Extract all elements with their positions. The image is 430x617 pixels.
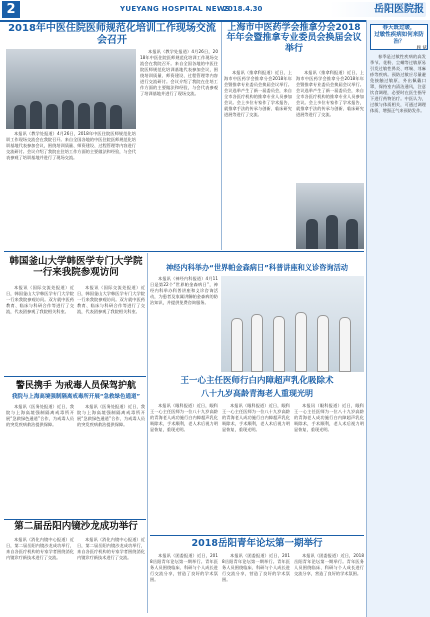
- headline-a6: 警民携手 为戒毒人员保驾护航: [15, 381, 137, 391]
- photo-a4: [221, 276, 364, 372]
- section-divider: [4, 376, 146, 377]
- column-divider: [147, 253, 148, 613]
- body-a7-col2: 本报讯（消化内镜中心报道）近日，第二届岳阳内镜沙龙成功举行，来自各医疗机构的专家学者围绕消化内镜诊疗新技术进行了交流。: [77, 537, 145, 560]
- headline-a5: 王一心主任医师行白内障超声乳化吸除术: [180, 376, 334, 386]
- column-divider: [221, 22, 222, 250]
- body-a7-col1: 本报讯（消化内镜中心报道）近日，第二届岳阳内镜沙龙成功举行，来自各医疗机构的专家学者围绕消化内镜诊疗新技术进行了交流。: [6, 537, 74, 560]
- sidebar-title-box: [370, 24, 428, 50]
- body-a6-col2: 本报讯（医务处报道）近日，我院与上海高境强制隔离戒毒所开展“急救绿色通道”合作，为戒毒人员的突发疾病救治提供保障。: [77, 404, 145, 427]
- section-divider: [4, 251, 364, 252]
- body-a1-col2: 本报讯（教学处报道）4月26日，2018年中医住院医师规范化培训工作现场交流会在我院召开。来自全国各地的中医住院医师规范化培训基地代表参加会议，围绕培训质量、师资建设、过程管理等内容进行交流研讨。会议介绍了我院在住培工作方面的主要做法和经验，与会代表参观了培训基地并进行了现场交流。: [140, 49, 218, 96]
- headline-a4: 神经内科举办“世界帕金森病日”科普讲座和义诊咨询活动: [166, 263, 348, 272]
- issue-date: 2018.4.30: [223, 5, 263, 13]
- body-a1-col1: 本报讯（教学处报道）4月26日，2018年中医住院医师规范化培训工作现场交流会在我院召开。来自全国各地的中医住院医师规范化培训基地代表参加会议，围绕培训质量、师资建设、过程管理等内容进行交流研讨。会议介绍了我院在住培工作方面的主要做法和经验，与会代表参观了培训基地并进行了现场交流。: [6, 131, 136, 160]
- body-a2-col1: 本报讯（推拿科报道）近日，上海市中医药学会推拿分会2018年年会暨推拿专业委员会换届会议举行。会议选举产生了新一届委员会，来自全市各医疗机构的推拿专业人员参加会议。会上多位专家作了学术报告，就推拿手法的传承与创新、临床研究进展等进行了交流。: [224, 70, 292, 117]
- paper-logo: 岳阳医院报: [330, 2, 426, 17]
- body-a8-col1: 本报讯（团委报道）近日，2018岳阳青年论坛第一期举行。青年医务人员围绕临床、科研与个人成长进行交流分享，营造了良好的学术氛围。: [150, 553, 218, 582]
- page-number: 2: [2, 1, 20, 18]
- paper-name: YUEYANG HOSPITAL NEWS: [120, 5, 231, 13]
- body-a5-col3: 本报讯（眼科报道）近日，眼科王一心主任医师为一位八十九岁高龄的青海老人成功施行白内障超声乳化吸除术，手术顺利，老人术后视力明显恢复，重现光明。: [294, 403, 364, 432]
- subheadline-a5: 八十九岁高龄青海老人重现光明: [201, 389, 313, 398]
- headline-a3: 韩国釜山大学韩医学专门大学院一行来我院参观访问: [9, 256, 143, 278]
- body-a3-col1: 本报讯（国际交流处报道）近日，韩国釜山大学韩医学专门大学院一行来我院参观访问。双方就中医药教育、临床与科研合作等进行了交流，代表团参观了我院相关科室。: [6, 285, 74, 314]
- subheadline-a6: 我院与上海高境强制隔离戒毒所开展“急救绿色通道”: [11, 394, 141, 400]
- sidebar-byline: 顾 斌: [416, 46, 427, 51]
- photo-a1: [6, 49, 136, 129]
- sidebar-title-line1: 春天既过暖，: [382, 25, 416, 31]
- body-a3-col2: 本报讯（国际交流处报道）近日，韩国釜山大学韩医学专门大学院一行来我院参观访问。双方就中医药教育、临床与科研合作等进行了交流，代表团参观了我院相关科室。: [77, 285, 145, 314]
- body-a5-col2: 本报讯（眼科报道）近日，眼科王一心主任医师为一位八十九岁高龄的青海老人成功施行白内障超声乳化吸除术，手术顺利，老人术后视力明显恢复，重现光明。: [222, 403, 290, 432]
- body-a2-col2: 本报讯（推拿科报道）近日，上海市中医药学会推拿分会2018年年会暨推拿专业委员会换届会议举行。会议选举产生了新一届委员会，来自全市各医疗机构的推拿专业人员参加会议。会上多位专家作了学术报告，就推拿手法的传承与创新、临床研究进展等进行了交流。: [296, 70, 364, 117]
- body-a5-col1: 本报讯（眼科报道）近日，眼科王一心主任医师为一位八十九岁高龄的青海老人成功施行白内障超声乳化吸除术，手术顺利，老人术后视力明显恢复，重现光明。: [150, 403, 218, 432]
- section-divider: [150, 535, 364, 536]
- headline-a2: 上海市中医药学会推拿分会2018年年会暨推拿专业委员会换届会议举行: [226, 23, 362, 54]
- headline-a7: 第二届岳阳内镜沙龙成功举行: [14, 521, 138, 532]
- body-a8-col2: 本报讯（团委报道）近日，2018岳阳青年论坛第一期举行。青年医务人员围绕临床、科研与个人成长进行交流分享，营造了良好的学术氛围。: [222, 553, 290, 582]
- headline-a1: 2018年中医住院医师规范化培训工作现场交流会召开: [8, 23, 216, 46]
- headline-a8: 2018岳阳青年论坛第一期举行: [191, 538, 323, 549]
- sidebar-body: 春季是过敏性疾病的高发季节。花粉、尘螨等过敏原易引发过敏性鼻炎、哮喘、荨麻疹等疾病。预防过敏应尽量避免接触过敏原，外出佩戴口罩，保持室内清洁通风，注意饮食调理，必要时在医生指导下进行药物治疗。中医认为，过敏与体质相关，可通过调理体质、增强正气来预防发作。: [370, 54, 426, 113]
- section-divider: [4, 519, 146, 520]
- body-a8-col3: 本报讯（团委报道）近日，2018岳阳青年论坛第一期举行。青年医务人员围绕临床、科研与个人成长进行交流分享，营造了良好的学术氛围。: [294, 553, 364, 576]
- body-a4: 本报讯（神经内科报道）4月11日是第22个“世界帕金森病日”，神经内科举办科普讲座和义诊咨询活动，为患者及家属讲解帕金森病的防治知识，并提供免费咨询服务。: [150, 276, 218, 305]
- photo-a2: [296, 183, 364, 249]
- sidebar-title-line2: 过敏性疾病如何来防治？: [374, 32, 424, 45]
- body-a6-col1: 本报讯（医务处报道）近日，我院与上海高境强制隔离戒毒所开展“急救绿色通道”合作，为戒毒人员的突发疾病救治提供保障。: [6, 404, 74, 427]
